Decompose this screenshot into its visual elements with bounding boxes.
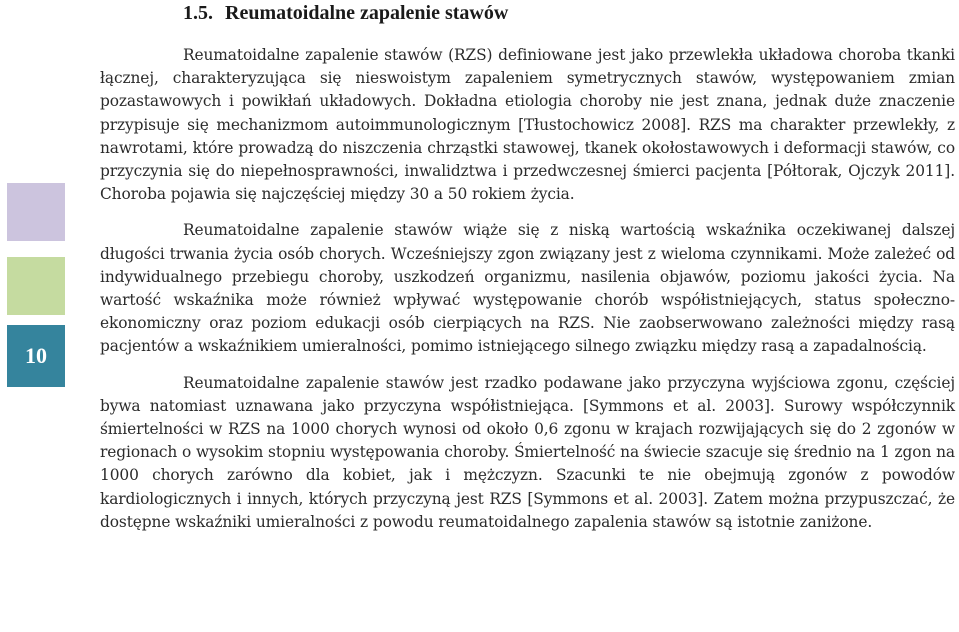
decorative-square-green [7,257,65,315]
page-number: 10 [25,343,47,368]
section-title: Reumatoidalne zapalenie stawów [225,2,509,24]
paragraph-3: Reumatoidalne zapalenie stawów jest rzadko podawane jako przyczyna wyjściowa zgonu, częściej bywa natomiast uznawana jako przyczyna współistniejąca. [Symmons et al. 2003]. Surowy współczynnik śmiertelności w RZS na 1000 chorych wynosi od około 0,6 zgonu w krajach rozwijających się do 2 zgonów w regionach o wysokim stopniu występowania choroby. Śmiertelność na świecie szacuje się średnio na 1 zgon na 1000 chorych zarówno dla kobiet, jak i mężczyzn. Szacunki te nie obejmują zgonów z powodów kardiologicznych i innych, których przyczyną jest RZS [Symmons et al. 2003]. Zatem można przypuszczać, że dostępne wskaźniki umieralności z powodu reumatoidalnego zapalenia stawów są istotnie zaniżone. [100,373,955,531]
body-text [100,44,955,547]
section-number: 1.5. [183,2,213,24]
paragraph-2: Reumatoidalne zapalenie stawów wiąże się z niską wartością wskaźnika oczekiwanej dalszej długości trwania życia osób chorych. Wcześniejszy zgon związany jest z wieloma czynnikami. Może zależeć od indywidualnego przebiegu choroby, uszkodzeń organizmu, nasilenia objawów, poziomu jakości życia. Na wartość wskaźnika może również wpływać występowanie chorób współistniejących, status społeczno-ekonomiczny oraz poziom edukacji osób cierpiących na RZS. Nie zaobserwowano zależności między rasą pacjentów a wskaźnikiem umieralności, pomimo istniejącego silnego związku między rasą a zapadalnością. [100,221,955,356]
decorative-square-purple [7,183,65,241]
section-heading [183,2,508,25]
paragraph-1: Reumatoidalne zapalenie stawów (RZS) definiowane jest jako przewlekła układowa choroba tkanki łącznej, charakteryzująca się nieswoistym zapaleniem symetrycznych stawów, występowaniem zmian pozastawowych i powikłań układowych. Dokładna etiologia choroby nie jest znana, jednak duże znaczenie przypisuje się mechanizmom autoimmunologicznym [Tłustochowicz 2008]. RZS ma charakter przewlekły, z nawrotami, które prowadzą do niszczenia chrząstki stawowej, tkanek okołostawowych i deformacji stawów, co przyczynia się do niepełnosprawności, inwalidztwa i przedwczesnej śmierci pacjenta [Półtorak, Ojczyk 2011]. Choroba pojawia się najczęściej między 30 a 50 rokiem życia. [100,46,955,204]
